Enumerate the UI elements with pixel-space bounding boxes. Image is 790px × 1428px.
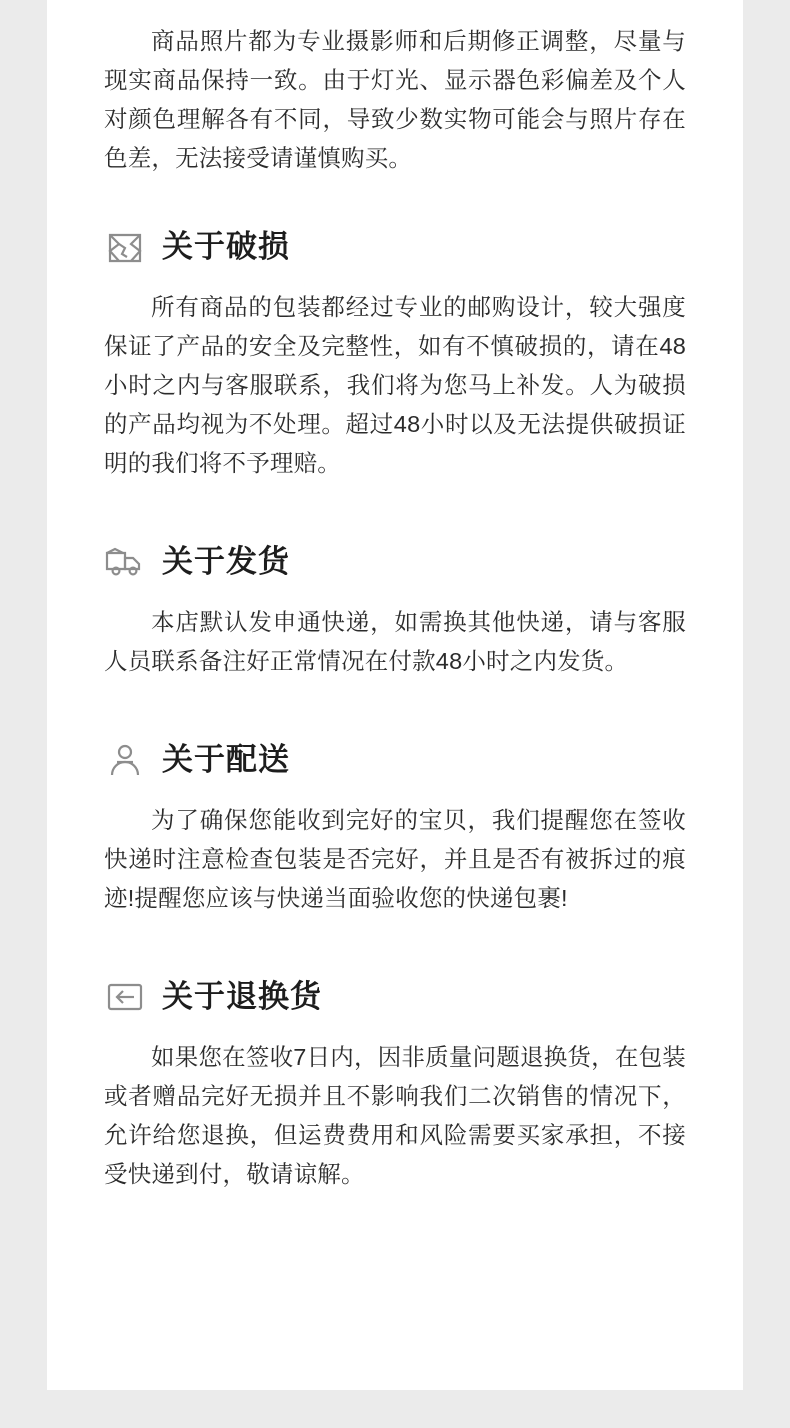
section-title: 关于发货	[162, 543, 290, 579]
section-header-delivery	[47, 739, 743, 781]
section-header-color	[47, 0, 743, 2]
section-header-damage	[47, 226, 743, 268]
section-about-return	[47, 976, 743, 1194]
section-about-delivery	[47, 739, 743, 918]
courier-person-icon	[104, 739, 146, 781]
broken-package-icon	[104, 226, 146, 268]
section-body: 本店默认发申通快递，如需换其他快递，请与客服人员联系备注好正常情况在付款48小时之内发货。	[104, 609, 686, 674]
section-body: 所有商品的包装都经过专业的邮购设计，较大强度保证了产品的安全及完整性，如有不慎破损的，请在48小时之内与客服联系，我们将为您马上补发。人为破损的产品均视为不处理。超过48小时以及无法提供破损证明的我们将不予理赔。	[104, 294, 686, 476]
section-body: 为了确保您能收到完好的宝贝，我们提醒您在签收快递时注意检查包装是否完好，并且是否有被拆过的痕迹!提醒您应该与快递当面验收您的快递包裹!	[104, 807, 686, 911]
section-about-damage	[47, 226, 743, 483]
section-header-return	[47, 976, 743, 1018]
camera-icon	[104, 0, 146, 2]
section-about-shipping	[47, 541, 743, 681]
section-body: 如果您在签收7日内，因非质量问题退换货，在包装或者赠品完好无损并且不影响我们二次销售的情况下，允许给您退换，但运费费用和风险需要买家承担，不接受快递到付，敬请谅解。	[104, 1044, 686, 1187]
section-title: 关于退换货	[162, 978, 322, 1014]
return-arrow-icon	[104, 976, 146, 1018]
content-card	[47, 0, 743, 1390]
section-about-color	[47, 0, 743, 178]
section-body: 商品照片都为专业摄影师和后期修正调整，尽量与现实商品保持一致。由于灯光、显示器色彩偏差及个人对颜色理解各有不同，导致少数实物可能会与照片存在色差，无法接受请谨慎购买。	[104, 28, 686, 171]
section-header-shipping	[47, 541, 743, 583]
section-title: 关于破损	[162, 228, 290, 264]
section-title: 关于配送	[162, 741, 290, 777]
delivery-truck-icon	[104, 541, 146, 583]
